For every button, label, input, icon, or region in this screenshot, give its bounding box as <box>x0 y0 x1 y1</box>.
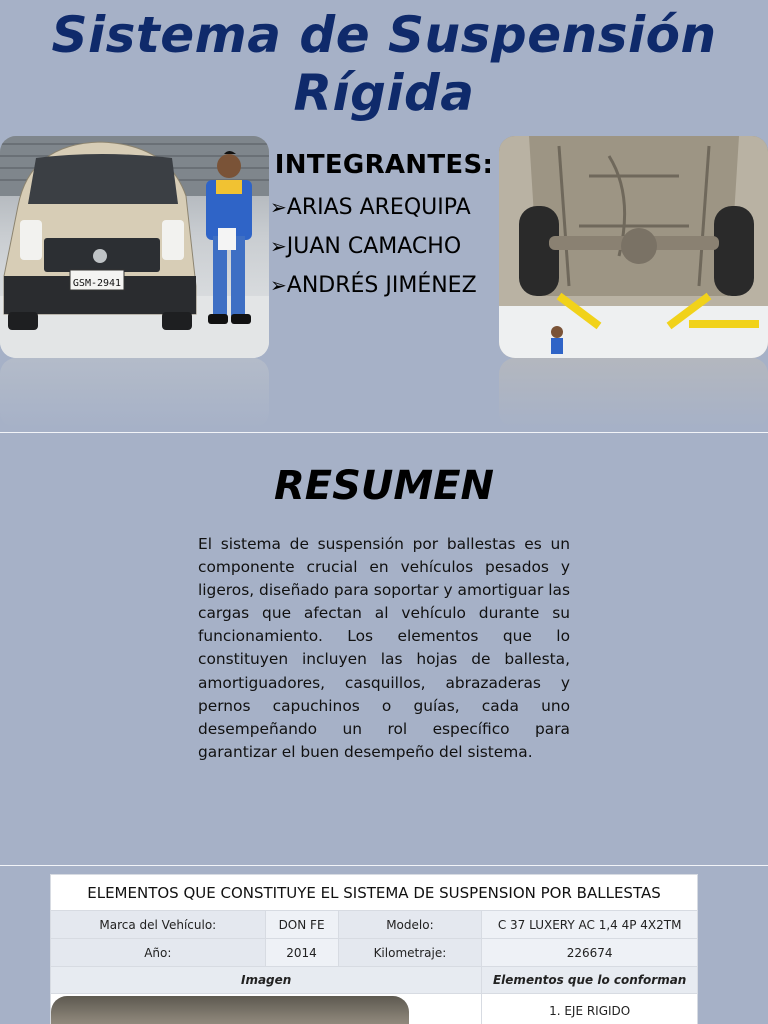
vehicle-photo-illustration <box>0 136 269 358</box>
undercarriage-illustration <box>499 136 768 358</box>
member-name: JUAN CAMACHO <box>286 234 462 259</box>
table-row <box>51 911 698 939</box>
summary-text: El sistema de suspensión por ballestas es un componente crucial en vehículos pesados y ligeros, diseñado para soportar y amortiguar las cargas que afectan al vehículo durante su funcionamiento. Los elementos que lo constituyen incluyen las hojas de ballesta, amortiguadores, casquillos, abrazaderas y pernos capuchinos o guías, cada uno desempeñando un rol específico para garantizar el buen desempeño del sistema. <box>198 535 570 761</box>
member-item <box>270 227 498 266</box>
table-title: ELEMENTOS QUE CONSTITUYE EL SISTEMA DE SUSPENSION POR BALLESTAS <box>51 875 698 911</box>
cell-value: 2014 <box>265 939 338 967</box>
title-line-1: Sistema de Suspensión <box>51 6 717 64</box>
cell-label: Kilometraje: <box>338 939 482 967</box>
table-subheader-row <box>51 967 698 994</box>
title-line-2: Rígida <box>293 64 475 122</box>
arrow-bullet-icon: ➢ <box>270 273 287 297</box>
arrow-bullet-icon: ➢ <box>270 234 287 258</box>
elements-table-slide <box>0 866 768 1024</box>
suspension-photo <box>51 996 409 1024</box>
cell-value: DON FE <box>265 911 338 939</box>
member-item <box>270 188 498 227</box>
cell-label: Modelo: <box>338 911 482 939</box>
elements-table <box>50 874 698 1024</box>
title-slide <box>0 0 768 432</box>
table-row <box>51 939 698 967</box>
slide-title <box>0 6 768 122</box>
license-plate: GSM-2941 <box>72 278 122 289</box>
column-elements-header: Elementos que lo conforman <box>482 967 698 994</box>
member-name: ANDRÉS JIMÉNEZ <box>286 273 477 298</box>
right-photo-reflection <box>499 358 768 428</box>
vehicle-undercarriage-photo <box>499 136 768 358</box>
summary-title: RESUMEN <box>273 463 495 509</box>
left-photo-reflection <box>0 358 269 428</box>
element-list-item: 1. EJE RIGIDO <box>482 994 698 1024</box>
element-image-cell <box>51 994 482 1024</box>
members-block <box>270 150 498 305</box>
summary-slide <box>0 433 768 865</box>
arrow-bullet-icon: ➢ <box>270 195 287 219</box>
cell-label: Marca del Vehículo: <box>51 911 266 939</box>
member-item <box>270 266 498 305</box>
member-name: ARIAS AREQUIPA <box>286 195 471 220</box>
cell-value: 226674 <box>482 939 698 967</box>
cell-value: C 37 LUXERY AC 1,4 4P 4X2TM <box>482 911 698 939</box>
cell-label: Año: <box>51 939 266 967</box>
table-row <box>51 994 698 1024</box>
column-image-header: Imagen <box>51 967 482 994</box>
members-heading: INTEGRANTES: <box>274 150 494 180</box>
vehicle-with-technician-photo <box>0 136 269 358</box>
